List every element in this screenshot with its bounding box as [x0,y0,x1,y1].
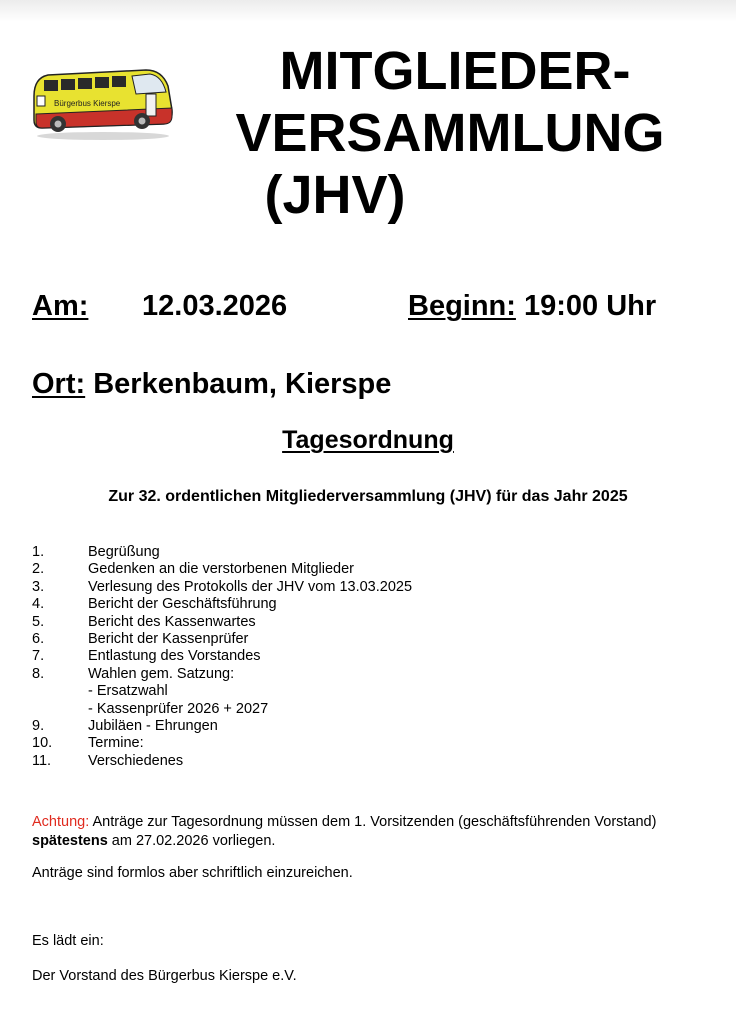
title-line-2: VERSAMMLUNG [235,103,665,163]
item-text: Wahlen gem. Satzung: [88,665,235,682]
item-number: 11. [32,752,52,769]
list-item [32,631,412,648]
agenda-list [32,544,412,770]
list-item [32,614,412,631]
item-number: 7. [32,648,45,665]
item-number: 5. [32,613,45,630]
list-item [32,735,412,752]
list-item [32,561,412,578]
deadline-notice [32,813,722,851]
list-item [32,544,412,561]
item-text: Begrüßung [88,544,160,560]
item-text: Bericht des Kassenwartes [88,613,256,630]
achtung-label: Achtung: [32,814,90,830]
time-row [408,290,656,323]
item-number: 1. [32,544,45,560]
date-row [32,290,88,323]
location-row [32,368,391,401]
title-line-3: (JHV) [264,165,406,225]
list-item [32,753,412,770]
agenda-heading [0,426,736,455]
item-text: Gedenken an die verstorbenen Mitglieder [88,561,354,578]
item-text: Verlesung des Protokolls der JHV vom 13.03.2025 [88,578,413,595]
sub-item: - Kassenprüfer 2026 + 2027 [88,700,269,717]
time-value: 19:00 Uhr [524,290,657,322]
invite-text: Es lädt ein: [32,933,104,949]
sub-item: - Ersatzwahl [88,683,168,700]
item-text: Verschiedenes [88,752,184,769]
ort-label: Ort: [32,368,86,400]
bus-icon [28,62,178,142]
agenda-subtitle: Zur 32. ordentlichen Mitgliederversammlung (JHV) für das Jahr 2025 [108,488,628,505]
item-number: 3. [32,578,45,595]
item-text: Bericht der Geschäftsführung [88,596,277,613]
location-value: Berkenbaum, Kierspe [93,368,392,400]
am-label: Am: [32,290,89,322]
item-text: Jubiläen - Ehrungen [88,718,218,735]
beginn-label: Beginn: [408,290,516,322]
notice-text-1: Anträge zur Tagesordnung müssen dem 1. Vorsitzenden (geschäftsführenden Vorstand) [89,814,657,830]
formlos-notice: Anträge sind formlos aber schriftlich einzureichen. [32,865,353,881]
item-number: 9. [32,718,45,735]
list-item [32,579,412,596]
item-number: 6. [32,631,45,648]
list-item [32,718,412,735]
notice-text-2: am 27.02.2026 vorliegen. [107,833,276,849]
item-text: Bericht der Kassenprüfer [88,631,249,648]
list-item [32,666,412,683]
logo-text: Bürgerbus Kierspe [54,99,121,108]
item-number: 2. [32,561,45,578]
title-line-1: MITGLIEDER- [279,41,631,101]
item-number: 4. [32,596,45,613]
date-value: 12.03.2026 [142,290,288,322]
item-number: 10. [32,735,53,752]
agenda-heading-text: Tagesordnung [282,426,454,454]
list-item [32,596,412,613]
notice-bold: spätestens [32,833,108,849]
item-text: Termine: [88,735,144,752]
signature: Der Vorstand des Bürgerbus Kierspe e.V. [32,968,297,984]
item-text: Entlastung des Vorstandes [88,648,261,665]
item-number: 8. [32,665,45,682]
list-item [32,648,412,665]
top-shade [0,0,736,22]
